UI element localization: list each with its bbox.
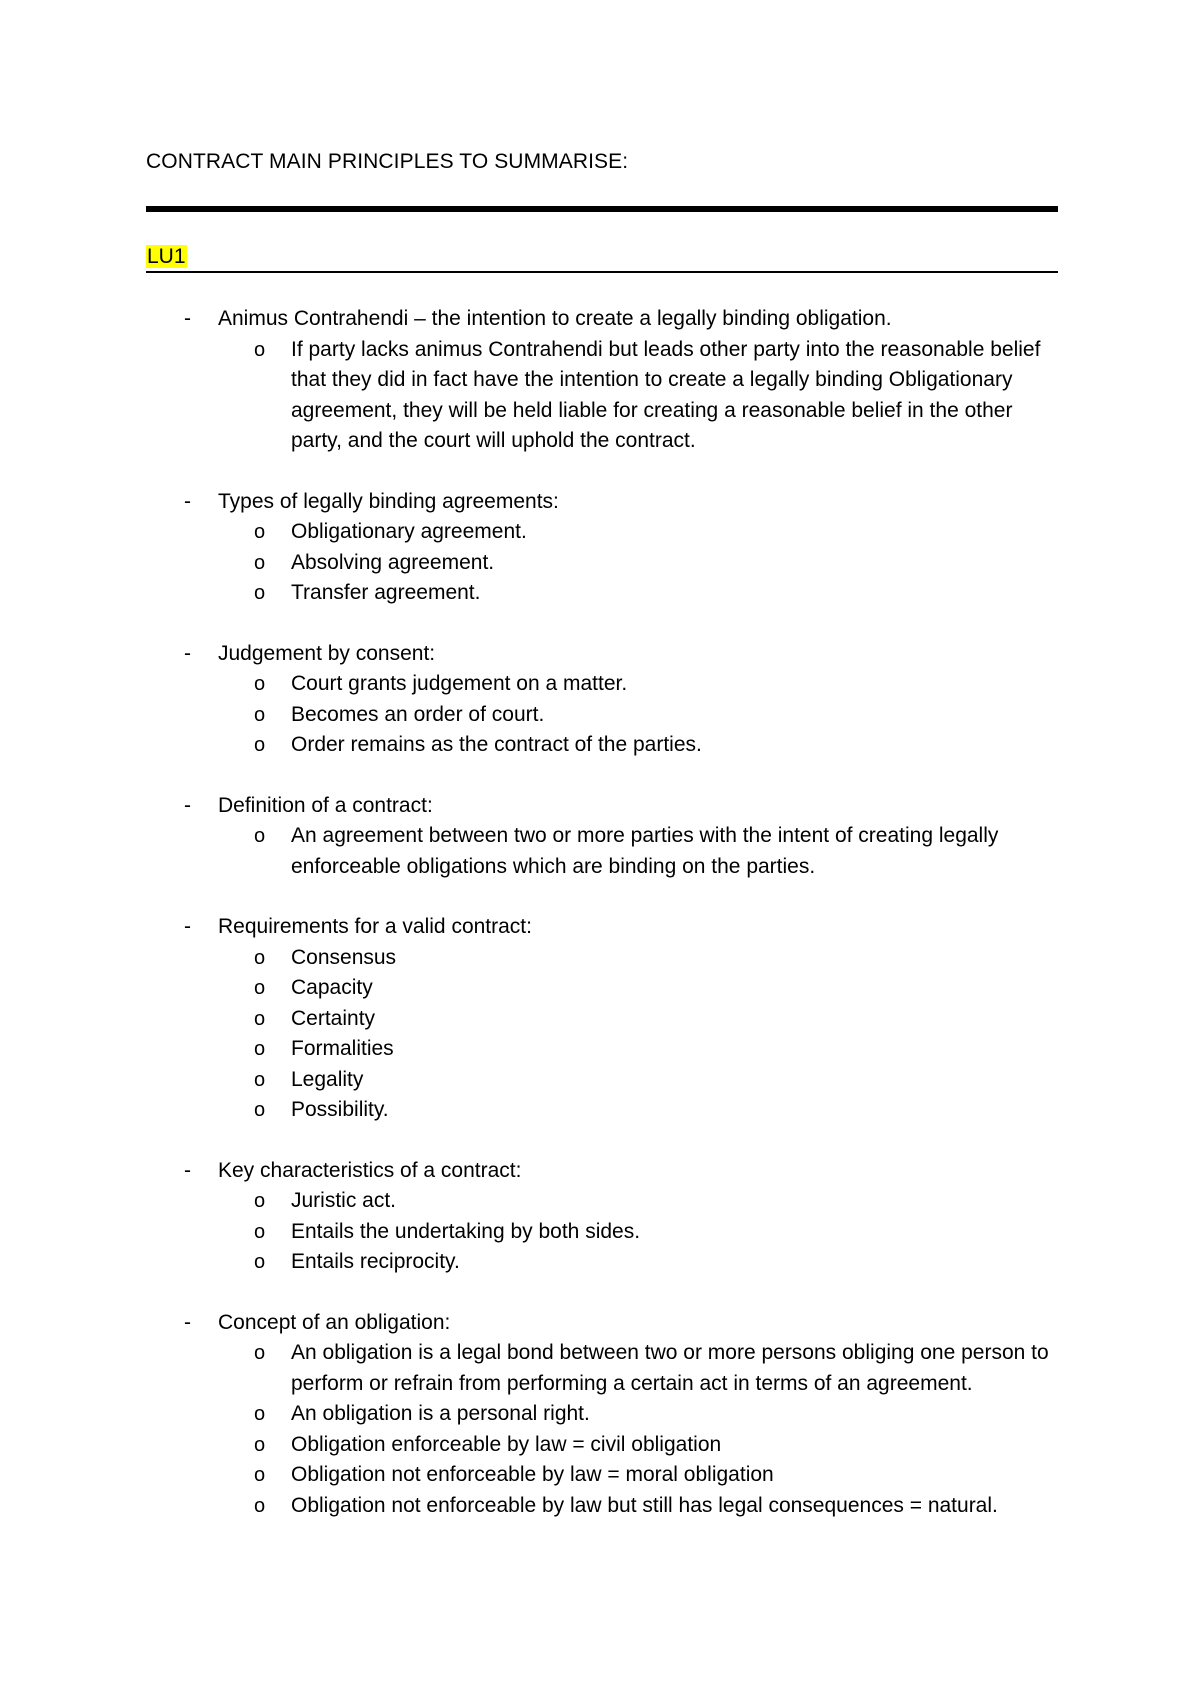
list-item: o Certainty — [146, 1004, 1058, 1035]
section-heading: - Judgement by consent: — [146, 639, 1058, 670]
list-item: o Juristic act. — [146, 1186, 1058, 1217]
circle-bullet-icon: o — [254, 1068, 266, 1091]
dash-bullet: - — [184, 793, 191, 817]
circle-bullet-icon: o — [254, 1038, 266, 1060]
unit-heading-label: LU1 — [147, 245, 186, 268]
list-item: o Possibility. — [146, 1095, 1058, 1126]
document-title: CONTRACT MAIN PRINCIPLES TO SUMMARISE: — [146, 150, 629, 173]
list-item: o Obligation enforceable by law = civil obligation — [146, 1430, 1058, 1461]
sections-list — [146, 304, 1058, 1551]
circle-bullet-icon: o — [254, 1403, 266, 1425]
circle-bullet-icon: o — [254, 1190, 266, 1212]
list-item: o Obligation not enforceable by law = moral obligation — [146, 1460, 1058, 1491]
circle-bullet-icon: o — [254, 1494, 266, 1517]
circle-bullet-icon: o — [254, 1433, 266, 1456]
dash-bullet: - — [184, 1310, 191, 1334]
circle-bullet-icon: o — [254, 1464, 266, 1486]
circle-bullet-icon: o — [254, 946, 266, 969]
circle-bullet-icon: o — [254, 1099, 266, 1121]
dash-bullet: - — [184, 915, 191, 938]
section-heading: - Requirements for a valid contract: — [146, 912, 1058, 943]
list-item: o Formalities — [146, 1034, 1058, 1065]
circle-bullet-icon: o — [254, 673, 266, 695]
list-item: o Becomes an order of court. — [146, 700, 1058, 731]
section-heading: - Concept of an obligation: — [146, 1308, 1058, 1339]
circle-bullet-icon: o — [254, 338, 266, 361]
list-item: o Transfer agreement. — [146, 578, 1058, 609]
list-item: o Entails reciprocity. — [146, 1247, 1058, 1278]
circle-bullet-icon: o — [254, 825, 266, 847]
list-item: o Legality — [146, 1065, 1058, 1096]
circle-bullet-icon: o — [254, 1251, 266, 1273]
circle-bullet-icon: o — [254, 977, 266, 999]
dash-bullet: - — [184, 1158, 191, 1182]
section-animus-contrahendi — [146, 304, 1058, 457]
list-item: o Order remains as the contract of the parties. — [146, 730, 1058, 761]
section-concept-of-obligation — [146, 1308, 1058, 1522]
list-item: o An obligation is a personal right. — [146, 1399, 1058, 1430]
section-types-of-agreements — [146, 487, 1058, 609]
list-item: o Court grants judgement on a matter. — [146, 669, 1058, 700]
circle-bullet-icon: o — [254, 551, 266, 574]
circle-bullet-icon: o — [254, 703, 266, 726]
list-item: o Capacity — [146, 973, 1058, 1004]
list-item: o Consensus — [146, 943, 1058, 974]
list-item: o If party lacks animus Contrahendi but leads other party into the reasonable belief that they did in fact have the intention to create a legally binding Obligationary agreement, they will be held liable for creating a reasonable belief in the other party, and the court will uphold the contract. — [146, 335, 1058, 457]
section-heading: - Definition of a contract: — [146, 791, 1058, 822]
list-item: o Absolving agreement. — [146, 548, 1058, 579]
section-heading: - Key characteristics of a contract: — [146, 1156, 1058, 1187]
circle-bullet-icon: o — [254, 734, 266, 756]
section-definition-of-contract — [146, 791, 1058, 883]
section-requirements-valid-contract — [146, 912, 1058, 1126]
list-item: o Obligation not enforceable by law but still has legal consequences = natural. — [146, 1491, 1058, 1522]
section-key-characteristics — [146, 1156, 1058, 1278]
dash-bullet: - — [184, 489, 191, 513]
dash-bullet: - — [184, 307, 191, 330]
circle-bullet-icon: o — [254, 521, 266, 543]
list-item: o Entails the undertaking by both sides. — [146, 1217, 1058, 1248]
circle-bullet-icon: o — [254, 1220, 266, 1243]
section-judgement-by-consent — [146, 639, 1058, 761]
unit-heading-underline — [146, 271, 1058, 273]
title-divider — [146, 206, 1058, 212]
list-item: o An agreement between two or more parties with the intent of creating legally enforceable obligations which are binding on the parties. — [146, 821, 1058, 882]
dash-bullet: - — [184, 641, 191, 665]
list-item: o Obligationary agreement. — [146, 517, 1058, 548]
unit-heading — [146, 243, 187, 271]
section-heading: - Animus Contrahendi – the intention to create a legally binding obligation. — [146, 304, 1058, 335]
circle-bullet-icon: o — [254, 1342, 266, 1364]
circle-bullet-icon: o — [254, 582, 266, 604]
list-item: o An obligation is a legal bond between two or more persons obliging one person to perform or refrain from performing a certain act in terms of an agreement. — [146, 1338, 1058, 1399]
circle-bullet-icon: o — [254, 1007, 266, 1030]
section-heading: - Types of legally binding agreements: — [146, 487, 1058, 518]
